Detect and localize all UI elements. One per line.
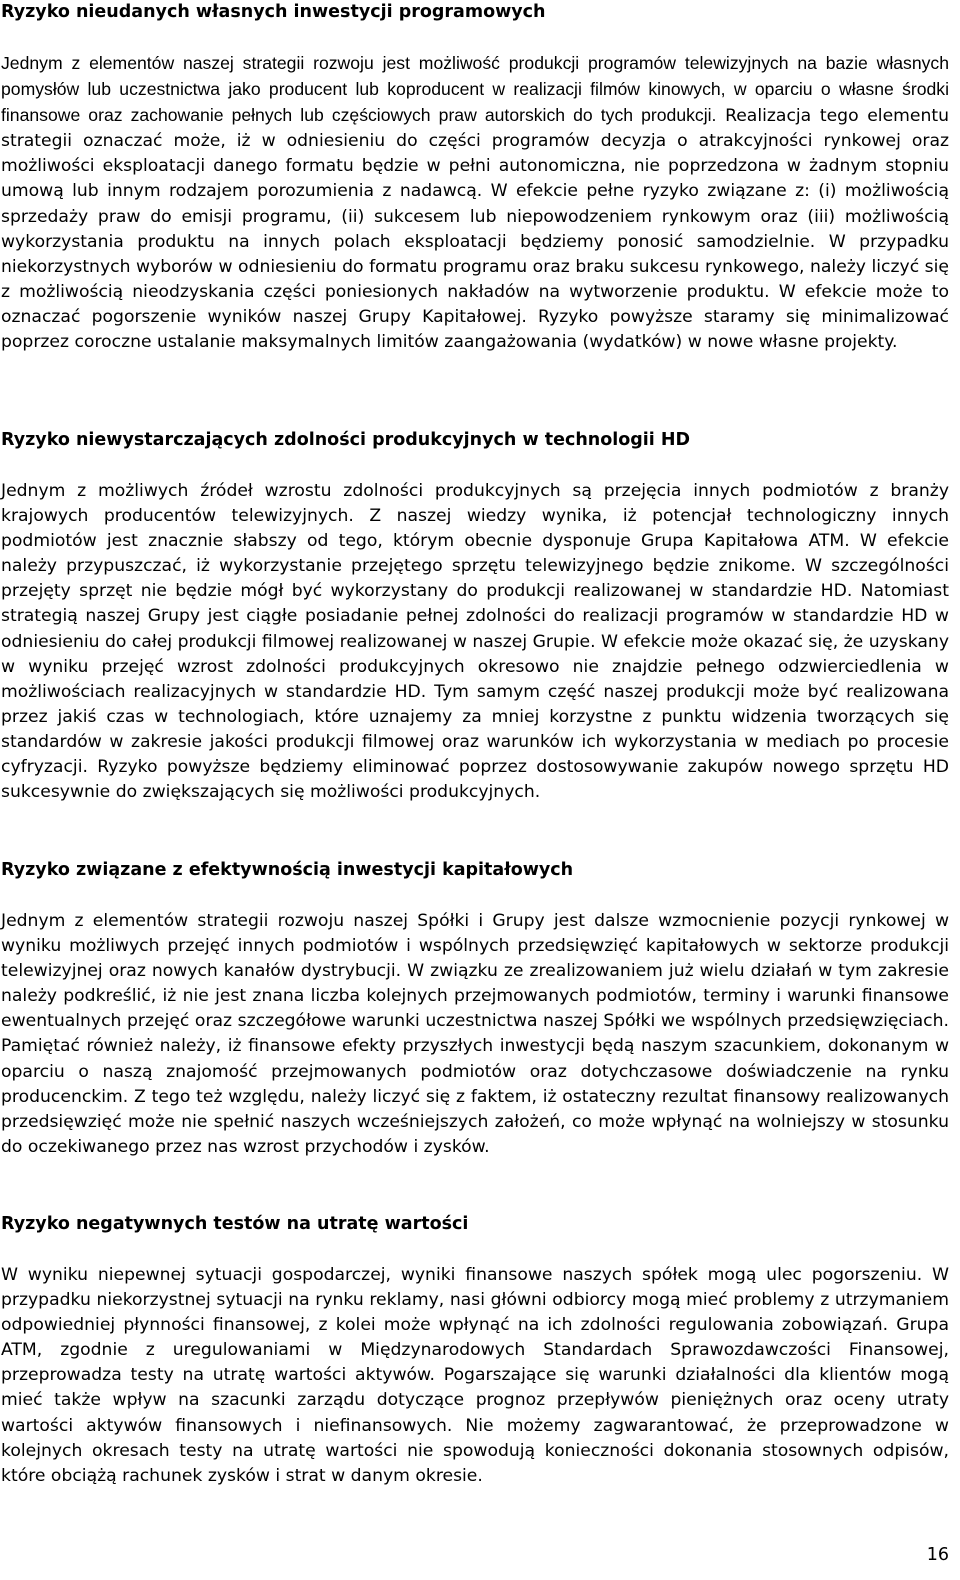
paragraph-opening-text: Jednym z elementów naszej strategii rozwoju jest możliwość produkcji programów telewizyjnych na bazie własnych pomysłów lub uczestnictwa jako producent lub koproducent w realizacji filmów kinowych, w oparciu o własne środki finansowe oraz zachowanie pełnych lub częściowych praw autorskich do tych produkcji. <box>1 53 949 126</box>
section-hd-capacity-risk <box>1 428 949 805</box>
section-paragraph: W wyniku niepewnej sytuacji gospodarczej, wyniki finansowe naszych spółek mogą ulec pogorszeniu. W przypadku niekorzystnej sytuacji na rynku reklamy, nasi główni odbiorcy mogą mieć problemy z utrzymaniem odpowiedniej płynności finansowej, z kolei może wpłynąć na ich zdolności regulowania zobowiązań. Grupa ATM, zgodnie z uregulowaniami w Międzynarodowych Standardach Sprawozdawczości Finansowej, przeprowadza testy na utratę wartości aktywów. Pogarszające się warunki działalności dla klientów mogą mieć także wpływ na szacunki zarządu dotyczące prognoz przepływów pieniężnych oraz oceny utraty wartości aktywów finansowych i niefinansowych. Nie możemy zagwarantować, że przeprowadzone w kolejnych okresach testy na utratę wartości nie spowodują konieczności dokonania stosownych odpisów, które obciążą rachunek zysków i strat w danym okresie. <box>1 1265 949 1486</box>
section-paragraph: Jednym z możliwych źródeł wzrostu zdolności produkcyjnych są przejęcia innych podmiotów z branży krajowych producentów telewizyjnych. Z naszej wiedzy wynika, iż potencjał technologiczny innych podmiotów jest znacznie słabszy od tego, którym obecnie dysponuje Grupa Kapitałowa ATM. W efekcie należy przypuszczać, iż wykorzystanie przejętego sprzętu telewizyjnego będzie znikome. W szczególności przejęty sprzęt nie będzie mógł być wykorzystany do produkcji realizowanej w standardzie HD. Natomiast strategią naszej Grupy jest ciągłe posiadanie pełnej zdolności do realizacji programów w standardzie HD w odniesieniu do całej produkcji filmowej realizowanej w naszej Grupie. W efekcie może okazać się, że uzyskany w wyniku przejęć wzrost zdolności produkcyjnych okresowo nie znajdzie pełnego odzwierciedlenia w możliwościach realizacyjnych w standardzie HD. Tym samym część naszej produkcji może być realizowana przez jakiś czas w technologiach, które uznajemy za mniej korzystne z punktu widzenia tworzących się standardów w zakresie jakości produkcji filmowej oraz warunków ich wykorzystania w mediach po procesie cyfryzacji. Ryzyko powyższe będziemy eliminować poprzez dostosowywanie zakupów nowego sprzętu HD sukcesywnie do zwiększających się możliwości produkcyjnych. <box>1 481 949 803</box>
section-heading: Ryzyko nieudanych własnych inwestycji programowych <box>1 2 546 22</box>
paragraph-continuation-text: Realizacja tego elementu strategii oznaczać może, iż w odniesieniu do części programów decyzja o atrakcyjności rynkowej oraz możliwości eksploatacji danego formatu będzie w pełni autonomiczna, nie poprzedzona w żadnym stopniu umową lub innym rodzajem porozumienia z nadawcą. W efekcie pełne ryzyko związane z: (i) możliwością sprzedaży praw do emisji programu, (ii) sukcesem lub niepowodzeniem rynkowym oraz (iii) możliwością wykorzystania produktu na innych polach eksploatacji będziemy ponosić samodzielnie. W przypadku niekorzystnych wyborów w odniesieniu do formatu programu oraz braku sukcesu rynkowego, należy liczyć się z możliwością nieodzyskania części poniesionych nakładów na wytworzenie produktu. W efekcie może to oznaczać pogorszenie wyników naszej Grupy Kapitałowej. Ryzyko powyższe staramy się minimalizować poprzez coroczne ustalanie maksymalnych limitów zaangażowania (wydatków) w nowe własne projekty. <box>1 106 949 353</box>
section-paragraph: Jednym z elementów strategii rozwoju naszej Spółki i Grupy jest dalsze wzmocnienie pozycji rynkowej w wyniku możliwych przejęć innych podmiotów i wspólnych przedsięwzięć kapitałowych w sektorze produkcji telewizyjnej oraz nowych kanałów dystrybucji. W związku ze zrealizowaniem już wielu działań w tym zakresie należy podkreślić, iż nie jest znana liczba kolejnych przejmowanych podmiotów, terminy i warunki finansowe ewentualnych przejęć oraz szczegółowe warunki uczestnictwa naszej Spółki we wspólnych przedsięwzięciach. Pamiętać również należy, iż finansowe efekty przyszłych inwestycji będą naszym szacunkiem, dokonanym w oparciu o naszą znajomość przejmowanych podmiotów oraz dotychczasowe doświadczenie na rynku producenckim. Z tego też względu, należy liczyć się z faktem, iż ostateczny rezultat finansowy realizowanych przedsięwzięć może nie spełnić naszych wcześniejszych założeń, co może wpłynąć na wolniejszy w stosunku do oczekiwanego przez nas wzrost przychodów i zysków. <box>1 911 949 1157</box>
section-heading: Ryzyko niewystarczających zdolności produkcyjnych w technologii HD <box>1 430 691 450</box>
section-paragraph <box>1 51 949 355</box>
section-capital-investment-risk <box>1 858 949 1160</box>
section-heading: Ryzyko związane z efektywnością inwestycji kapitałowych <box>1 860 574 880</box>
page-number: 16 <box>926 1545 949 1565</box>
section-investment-risk <box>1 0 949 355</box>
section-impairment-test-risk <box>1 1212 949 1489</box>
section-heading: Ryzyko negatywnych testów na utratę wartości <box>1 1214 469 1234</box>
